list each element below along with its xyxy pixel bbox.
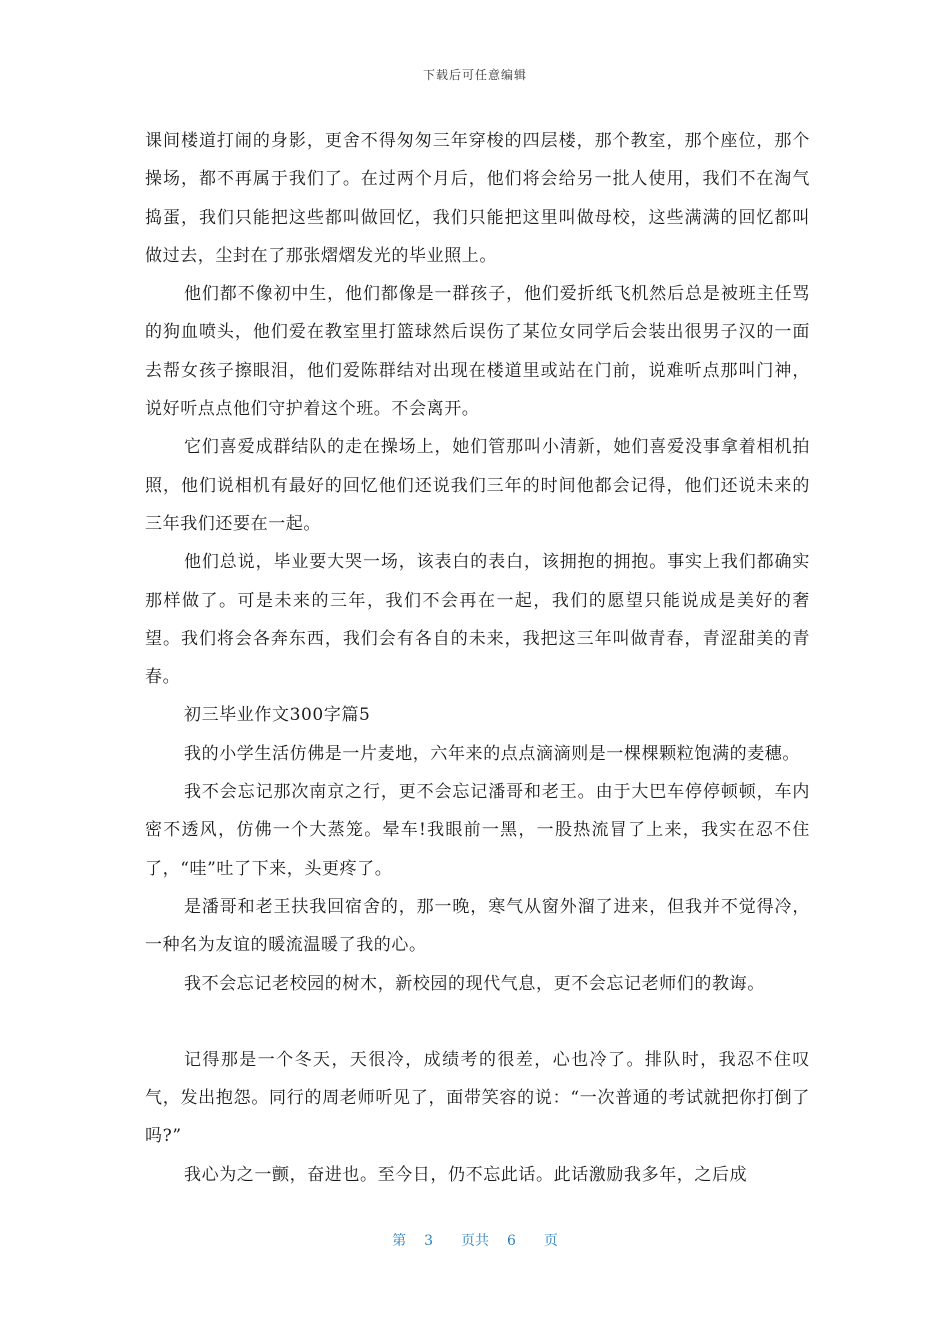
- footer-page-label: 第: [392, 1233, 407, 1249]
- paragraph: 课间楼道打闹的身影，更舍不得匆匆三年穿梭的四层楼，那个教室，那个座位，那个操场，都不再属于我们了。在过两个月后，他们将会给另一批人使用，我们不在淘气捣蛋，我们只能把这些都叫做回忆，我们只能把这里叫做母校，这些满满的回忆都叫做过去，尘封在了那张熠熠发光的毕业照上。: [145, 131, 810, 266]
- paragraph: 他们总说，毕业要大哭一场，该表白的表白，该拥抱的拥抱。事实上我们都确实那样做了。可是未来的三年，我们不会再在一起，我们的愿望只能说成是美好的奢望。我们将会各奔东西，我们会有各自的未来，我把这三年叫做青春，青涩甜美的青春。: [145, 552, 810, 688]
- paragraph: 是潘哥和老王扶我回宿舍的，那一晚，寒气从窗外溜了进来，但我并不觉得冷，一种名为友谊的暖流温暖了我的心。: [145, 896, 810, 956]
- paragraph: 我不会忘记那次南京之行，更不会忘记潘哥和老王。由于大巴车停停顿顿，车内密不透风，仿佛一个大蒸笼。晕车!我眼前一黑，一股热流冒了上来，我实在忍不住了，“哇”吐了下来，头更疼了。: [145, 782, 810, 879]
- footer-page-number: 3: [424, 1233, 433, 1249]
- paragraph: 它们喜爱成群结队的走在操场上，她们管那叫小清新，她们喜爱没事拿着相机拍照，他们说相机有最好的回忆他们还说我们三年的时间他都会记得，他们还说未来的三年我们还要在一起。: [145, 437, 810, 534]
- section-heading: 初三毕业作文300字篇5: [184, 705, 371, 726]
- footer-page-suffix: 页: [543, 1233, 558, 1249]
- paragraph: 记得那是一个冬天，天很冷，成绩考的很差，心也冷了。排队时，我忍不住叹气，发出抱怨。同行的周老师听见了，面带笑容的说：“一次普通的考试就把你打倒了吗?”: [145, 1049, 810, 1147]
- page-header: 下载后可任意编辑: [422, 68, 527, 82]
- paragraph: 他们都不像初中生，他们都像是一群孩子，他们爱折纸飞机然后总是被班主任骂的狗血喷头，他们爱在教室里打篮球然后误伤了某位女同学后会装出很男子汉的一面去帮女孩子擦眼泪，他们爱陈群结对出现在楼道里或站在门前，说难听点那叫门神，说好听点点他们守护着这个班。不会离开。: [145, 284, 810, 420]
- footer-total-pages: 6: [507, 1233, 516, 1249]
- footer-total-prefix: 页共: [461, 1233, 489, 1249]
- paragraph: 我不会忘记老校园的树木，新校园的现代气息，更不会忘记老师们的教诲。: [184, 973, 765, 994]
- paragraph: 我心为之一颤，奋进也。至今日，仍不忘此话。此话激励我多年，之后成: [184, 1164, 748, 1185]
- page-footer: [0, 1230, 950, 1250]
- paragraph: 我的小学生活仿佛是一片麦地，六年来的点点滴滴则是一棵棵颗粒饱满的麦穗。: [184, 743, 800, 764]
- document-body: [145, 122, 810, 1194]
